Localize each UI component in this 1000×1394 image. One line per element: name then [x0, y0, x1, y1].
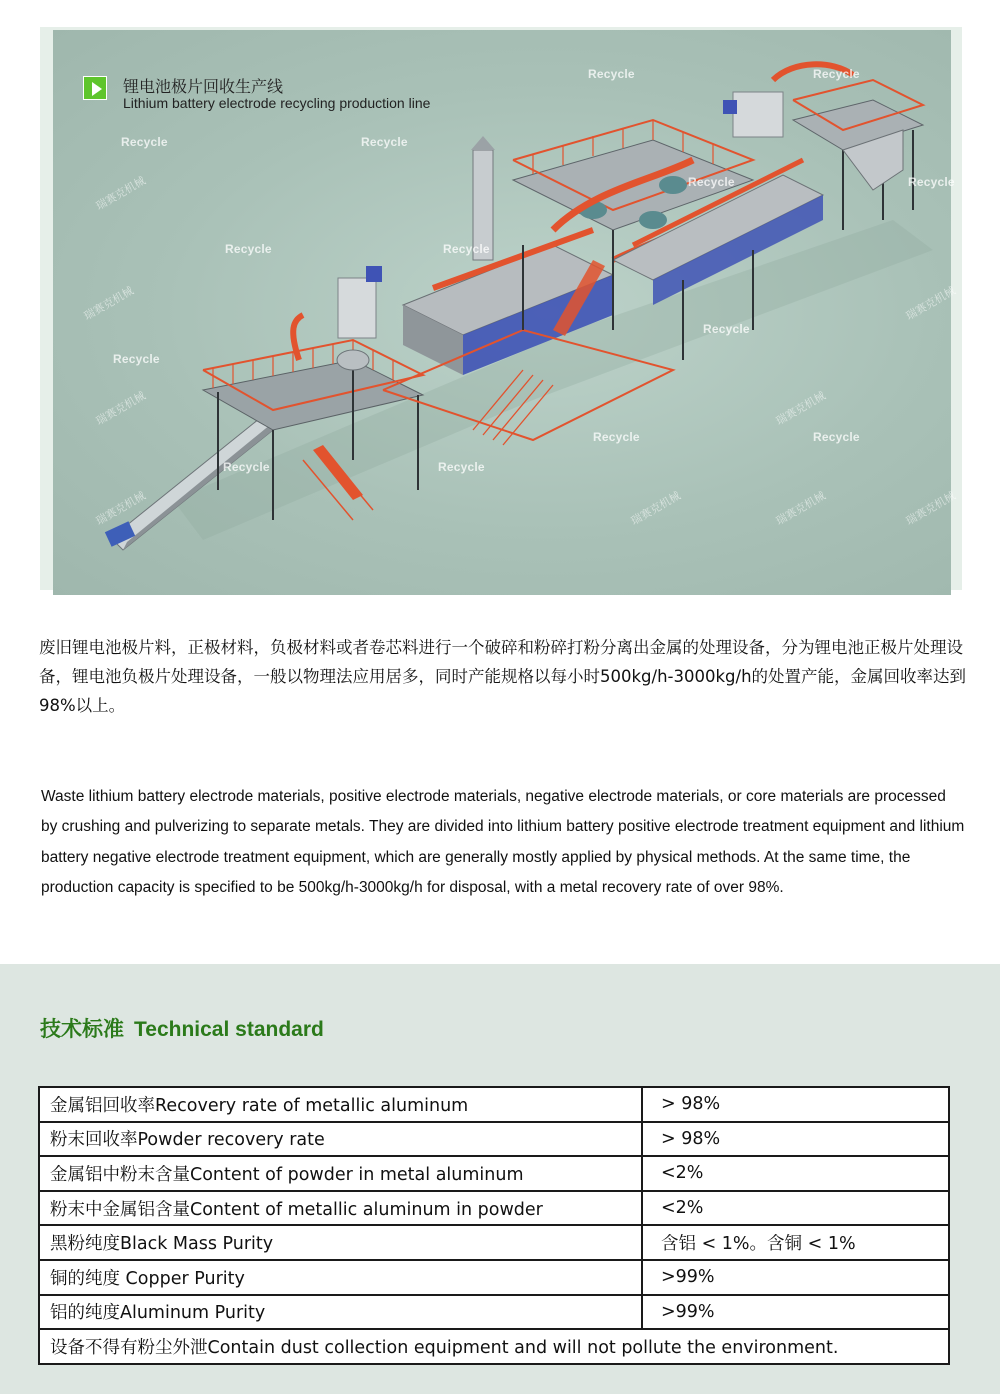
spec-value: > 98%: [642, 1087, 949, 1122]
table-row: [39, 1156, 949, 1191]
table-row: [39, 1260, 949, 1295]
watermark-recycle: Recycle: [688, 175, 735, 189]
watermark-recycle: Recycle: [223, 460, 270, 474]
production-line-illustration: [53, 30, 951, 595]
hero-image: [53, 30, 958, 595]
watermark-brand-cn: 瑞赛克机械: [773, 389, 828, 428]
section-title-cn: 技术标准: [40, 1017, 124, 1041]
watermark-recycle: Recycle: [588, 67, 635, 81]
watermark-recycle: Recycle: [438, 460, 485, 474]
watermark-recycle: Recycle: [225, 242, 272, 256]
watermark-recycle: Recycle: [908, 175, 955, 189]
table-row: [39, 1122, 949, 1157]
table-row: [39, 1087, 949, 1122]
table-row: [39, 1295, 949, 1330]
spec-value: <2%: [642, 1156, 949, 1191]
table-row: [39, 1191, 949, 1226]
watermark-brand-cn: 瑞赛克机械: [93, 389, 148, 428]
spec-label: 金属铝中粉末含量Content of powder in metal aluminum: [39, 1156, 642, 1191]
watermark-recycle: Recycle: [113, 352, 160, 366]
watermark-recycle: Recycle: [361, 135, 408, 149]
technical-standard-section: [0, 964, 1000, 1394]
spec-label: 黑粉纯度Black Mass Purity: [39, 1225, 642, 1260]
watermark-recycle: Recycle: [443, 242, 490, 256]
spec-label: 粉末回收率Powder recovery rate: [39, 1122, 642, 1157]
spec-label: 金属铝回收率Recovery rate of metallic aluminum: [39, 1087, 642, 1122]
watermark-recycle: Recycle: [593, 430, 640, 444]
spec-value: >99%: [642, 1295, 949, 1330]
table-row: [39, 1329, 949, 1364]
watermark-brand-cn: 瑞赛克机械: [628, 489, 683, 528]
watermark-brand-cn: 瑞赛克机械: [93, 489, 148, 528]
description-en: Waste lithium battery electrode materials, positive electrode materials, negative electrode materials, or core materials are processed by crushing and pulverizing to separate metals. They are divided into lithium battery positive electrode treatment equipment and lithium battery negative electrode treatment equipment, which are generally mostly applied by physical methods. At the same time, the production capacity is specified to be 500kg/h-3000kg/h for disposal, with a metal recovery rate of over 98%.: [41, 788, 965, 897]
spec-value: <2%: [642, 1191, 949, 1226]
spec-value: >99%: [642, 1260, 949, 1295]
section-title-en: Technical standard: [134, 1018, 324, 1041]
caption-title-en: Lithium battery electrode recycling production line: [123, 95, 431, 111]
watermark-brand-cn: 瑞赛克机械: [903, 284, 958, 323]
spec-table: [38, 1086, 950, 1365]
watermark-recycle: Recycle: [121, 135, 168, 149]
spec-label: 铝的纯度Aluminum Purity: [39, 1295, 642, 1330]
section-title: [40, 1013, 324, 1043]
spec-label: 粉末中金属铝含量Content of metallic aluminum in powder: [39, 1191, 642, 1226]
watermark-recycle: Recycle: [703, 322, 750, 336]
watermark-recycle: Recycle: [813, 430, 860, 444]
spec-label: 铜的纯度 Copper Purity: [39, 1260, 642, 1295]
watermark-recycle: Recycle: [813, 67, 860, 81]
description-cn: 废旧锂电池极片料，正极材料，负极材料或者卷芯料进行一个破碎和粉碎打粉分离出金属的处理设备，分为锂电池正极片处理设备，锂电池负极片处理设备，一般以物理法应用居多，同时产能规格以每小时500kg/h-3000kg/h的处置产能，金属回收率达到98%以上。: [39, 638, 967, 715]
spec-value: > 98%: [642, 1122, 949, 1157]
watermark-brand-cn: 瑞赛克机械: [81, 284, 136, 323]
spec-footer-note: 设备不得有粉尘外泄Contain dust collection equipment and will not pollute the environment.: [39, 1329, 949, 1364]
watermark-brand-cn: 瑞赛克机械: [773, 489, 828, 528]
watermark-brand-cn: 瑞赛克机械: [903, 489, 958, 528]
table-row: [39, 1225, 949, 1260]
caption-title-cn: 锂电池极片回收生产线: [123, 77, 284, 96]
watermark-brand-cn: 瑞赛克机械: [93, 174, 148, 213]
spec-value: 含铝 < 1%。含铜 < 1%: [642, 1225, 949, 1260]
